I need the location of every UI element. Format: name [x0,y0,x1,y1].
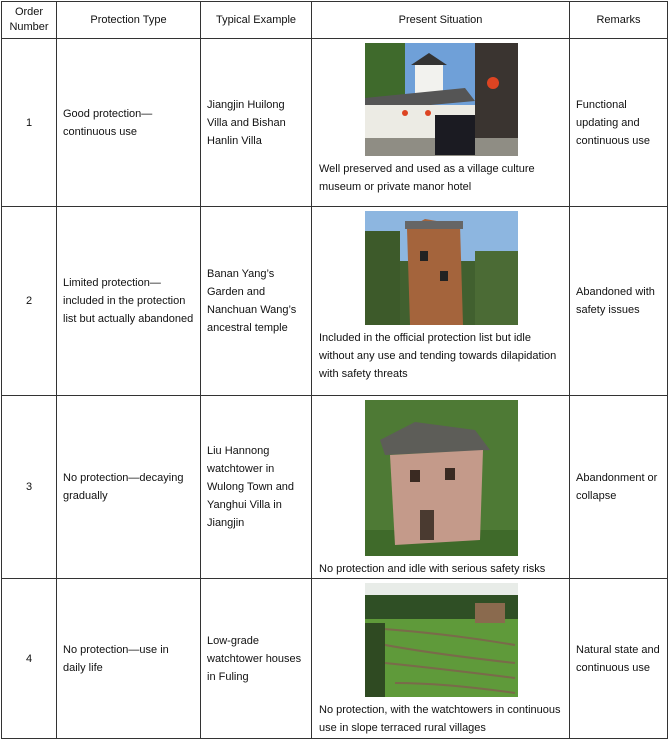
remarks-cell: Abandonment or collapse [570,396,668,579]
situation-cell [312,39,570,207]
order-cell: 3 [2,396,57,579]
header-situation: Present Situation [312,2,570,39]
situation-text: Well preserved and used as a village culture museum or private manor hotel [319,163,535,193]
situation-text: No protection, with the watchtowers in continuous use in slope terraced rural villages [319,704,561,734]
header-order: Order Number [2,2,57,39]
table-row [2,396,668,579]
table-row [2,39,668,207]
header-remarks: Remarks [570,2,668,39]
example-cell: Low-grade watchtower houses in Fuling [201,579,312,739]
decaying-watchtower-photo [365,400,518,556]
example-cell: Jiangjin Huilong Villa and Bishan Hanlin Villa [201,39,312,207]
terraced-fields-photo [365,583,518,697]
situation-cell [312,579,570,739]
courtyard-photo [365,43,518,156]
protection-table [1,1,668,739]
brick-watchtower-photo [365,211,518,325]
table-row [2,207,668,396]
type-cell: No protection—decaying gradually [57,396,201,579]
header-example: Typical Example [201,2,312,39]
situation-text: Included in the official protection list but idle without any use and tending towards dilapidation with safety threats [319,332,557,380]
situation-cell [312,207,570,396]
remarks-cell: Functional updating and continuous use [570,39,668,207]
example-cell: Liu Hannong watchtower in Wulong Town and Yanghui Villa in Jiangjin [201,396,312,579]
table-row [2,579,668,739]
header-type: Protection Type [57,2,201,39]
remarks-cell: Natural state and continuous use [570,579,668,739]
order-cell: 1 [2,39,57,207]
situation-cell [312,396,570,579]
order-cell: 4 [2,579,57,739]
header-row [2,2,668,39]
type-cell: No protection—use in daily life [57,579,201,739]
situation-text: No protection and idle with serious safety risks [319,563,546,575]
order-cell: 2 [2,207,57,396]
remarks-cell: Abandoned with safety issues [570,207,668,396]
type-cell: Good protection—continuous use [57,39,201,207]
example-cell: Banan Yang’s Garden and Nanchuan Wang’s ancestral temple [201,207,312,396]
type-cell: Limited protection—included in the protection list but actually abandoned [57,207,201,396]
